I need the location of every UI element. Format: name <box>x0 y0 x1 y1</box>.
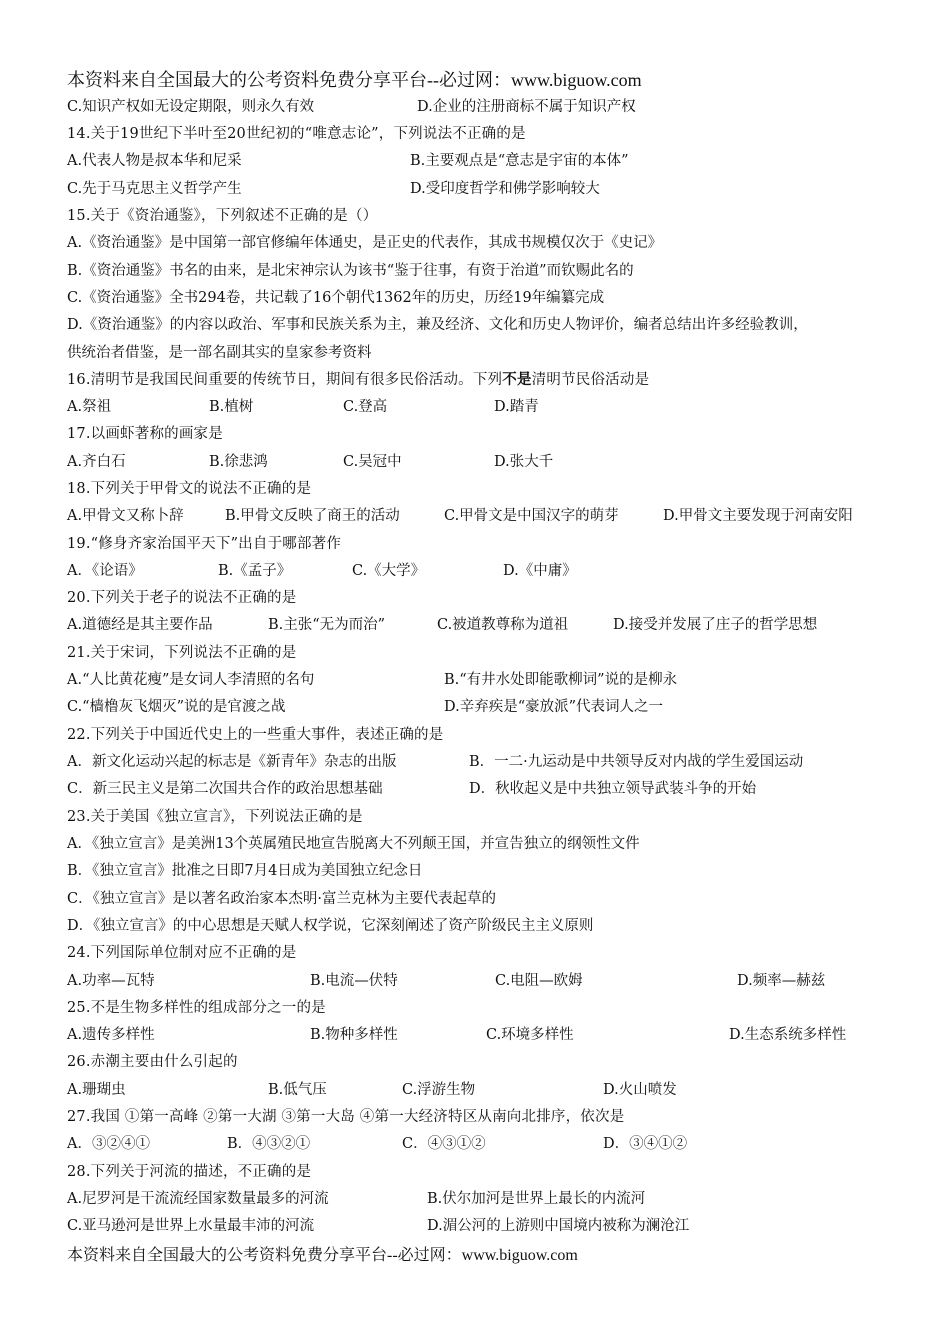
option-b: B.徐悲鸿 <box>209 454 268 470</box>
question-25: 25.不是生物多样性的组成部分之一的是 <box>67 1000 326 1016</box>
option-c: C.亚马逊河是世界上水量最丰沛的河流 <box>67 1218 315 1234</box>
option-a: A.珊瑚虫 <box>67 1082 126 1098</box>
option-a: A．③②④① <box>67 1136 150 1152</box>
option-d: D.甲骨文主要发现于河南安阳 <box>663 508 853 524</box>
option-a: A.齐白石 <box>67 454 126 470</box>
option-a: A.祭祖 <box>67 399 112 415</box>
question-24: 24.下列国际单位制对应不正确的是 <box>67 945 297 961</box>
option-d: D.生态系统多样性 <box>729 1027 847 1043</box>
question-20: 20.下列关于老子的说法不正确的是 <box>67 590 297 606</box>
option-c: C.“樯橹灰飞烟灭”说的是官渡之战 <box>67 699 286 715</box>
question-17: 17.以画虾著称的画家是 <box>67 426 223 442</box>
option-a: A．《论语》 <box>67 563 143 579</box>
option-c: C.吴冠中 <box>343 454 402 470</box>
option-d: D.《中庸》 <box>503 563 577 579</box>
option-c: C.先于马克思主义哲学产生 <box>67 181 242 197</box>
option-c: C.甲骨文是中国汉字的萌芽 <box>444 508 619 524</box>
option-b: B.《资治通鉴》书名的由来，是北宋神宗认为该书“鉴于往事，有资于治道”而钦赐此名的 <box>67 263 634 279</box>
question-14: 14.关于19世纪下半叶至20世纪初的“唯意志论”，下列说法不正确的是 <box>67 126 526 142</box>
option-c: C．新三民主义是第二次国共合作的政治思想基础 <box>67 781 383 797</box>
page-footer: 本资料来自全国最大的公考资料免费分享平台--必过网：www.biguow.com <box>67 1247 578 1264</box>
option-b: B.“有井水处即能歌柳词”说的是柳永 <box>444 672 678 688</box>
option-b: B．一二·九运动是中共领导反对内战的学生爱国运动 <box>469 754 804 770</box>
option-d: D.湄公河的上游则中国境内被称为澜沧江 <box>427 1218 690 1234</box>
option-a: A.“人比黄花瘦”是女词人李清照的名句 <box>67 672 315 688</box>
question-27: 27.我国 ①第一高峰 ②第一大湖 ③第一大岛 ④第一大经济特区从南向北排序，依次是 <box>67 1109 625 1125</box>
option-c: C.登高 <box>343 399 388 415</box>
option-a: A.功率—瓦特 <box>67 973 155 989</box>
option-a: A.道德经是其主要作品 <box>67 617 213 633</box>
option-a: A.尼罗河是干流流经国家数量最多的河流 <box>67 1191 329 1207</box>
question-22: 22.下列关于中国近代史上的一些重大事件，表述正确的是 <box>67 727 444 743</box>
option-c: C.环境多样性 <box>486 1027 574 1043</box>
question-16-stem-emphasis: 不是 <box>502 371 532 388</box>
option-d: D.火山喷发 <box>603 1082 677 1098</box>
option-a: A.甲骨文又称卜辞 <box>67 508 184 524</box>
option-d: D.张大千 <box>494 454 554 470</box>
option-d: D.频率—赫兹 <box>737 973 826 989</box>
option-a: A．《独立宣言》是美洲13个英属殖民地宣告脱离大不列颠王国，并宣告独立的纲领性文件 <box>67 836 640 852</box>
option-b: B．《独立宣言》批准之日即7月4日成为美国独立纪念日 <box>67 863 423 879</box>
option-b: B.甲骨文反映了商王的活动 <box>225 508 400 524</box>
option-c: C.被道教尊称为道祖 <box>437 617 569 633</box>
option-c: C.浮游生物 <box>402 1082 476 1098</box>
question-28: 28.下列关于河流的描述，不正确的是 <box>67 1164 312 1180</box>
option-b: B.植树 <box>209 399 254 415</box>
option-d: D．《独立宣言》的中心思想是天赋人权学说，它深刻阐述了资产阶级民主主义原则 <box>67 918 594 934</box>
question-23: 23.关于美国《独立宣言》，下列说法正确的是 <box>67 809 363 825</box>
question-16-stem-pre: 16.清明节是我国民间重要的传统节日，期间有很多民俗活动。下列 <box>67 372 503 388</box>
option-c: C.《大学》 <box>352 563 426 579</box>
question-16-stem-post: 清明节民俗活动是 <box>531 372 650 388</box>
option-b: B.物种多样性 <box>310 1027 398 1043</box>
question-21: 21.关于宋词，下列说法不正确的是 <box>67 645 297 661</box>
option-d: D.接受并发展了庄子的哲学思想 <box>613 617 818 633</box>
option-a: A.《资治通鉴》是中国第一部官修编年体通史，是正史的代表作，其成书规模仅次于《史记》 <box>67 235 663 251</box>
option-b: B.主张“无为而治” <box>268 617 386 633</box>
question-16 <box>67 367 649 393</box>
option-a: A.遗传多样性 <box>67 1027 155 1043</box>
option-d: D.受印度哲学和佛学影响较大 <box>410 181 600 197</box>
option-d: D.踏青 <box>494 399 539 415</box>
option-c: C．④③①② <box>402 1136 486 1152</box>
option-b: B.伏尔加河是世界上最长的内流河 <box>427 1191 646 1207</box>
option-d: D．③④①② <box>603 1136 688 1152</box>
option-b: B．④③②① <box>227 1136 311 1152</box>
page-header: 本资料来自全国最大的公考资料免费分享平台--必过网：www.biguow.com <box>67 70 642 90</box>
question-15: 15.关于《资治通鉴》，下列叙述不正确的是（） <box>67 208 378 224</box>
option-a: A．新文化运动兴起的标志是《新青年》杂志的出版 <box>67 754 397 770</box>
question-18: 18.下列关于甲骨文的说法不正确的是 <box>67 481 312 497</box>
option-d-line1: D.《资治通鉴》的内容以政治、军事和民族关系为主，兼及经济、文化和历史人物评价，编者总结出许多经验教训， <box>67 317 808 333</box>
option-d: D.企业的注册商标不属于知识产权 <box>417 99 636 115</box>
option-c: C．《独立宣言》是以著名政治家本杰明·富兰克林为主要代表起草的 <box>67 891 496 907</box>
option-b: B.低气压 <box>268 1082 327 1098</box>
option-c: C.《资治通鉴》全书294卷，共记载了16个朝代1362年的历史，历经19年编纂完成 <box>67 290 605 306</box>
option-d: D．秋收起义是中共独立领导武装斗争的开始 <box>469 781 757 797</box>
question-19: 19.“修身齐家治国平天下”出自于哪部著作 <box>67 536 342 552</box>
option-b: B.电流—伏特 <box>310 973 398 989</box>
option-d-line2: 供统治者借鉴，是一部名副其实的皇家参考资料 <box>67 345 372 361</box>
option-a: A.代表人物是叔本华和尼采 <box>67 153 242 169</box>
question-26: 26.赤潮主要由什么引起的 <box>67 1054 238 1070</box>
option-b: B.《孟子》 <box>218 563 292 579</box>
option-c: C.电阻—欧姆 <box>495 973 583 989</box>
option-d: D.辛弃疾是“豪放派”代表词人之一 <box>444 699 664 715</box>
option-b: B.主要观点是“意志是宇宙的本体” <box>410 153 629 169</box>
option-c: C.知识产权如无设定期限，则永久有效 <box>67 99 315 115</box>
